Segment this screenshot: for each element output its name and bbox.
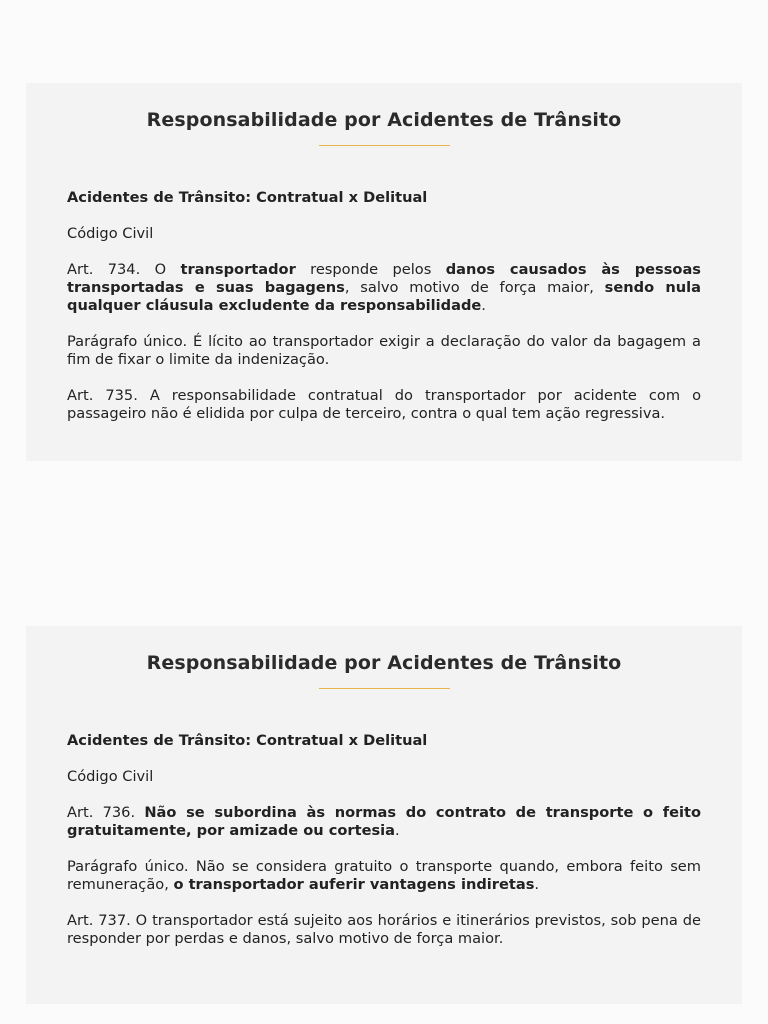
section-subheading: Acidentes de Trânsito: Contratual x Delitual (67, 732, 428, 749)
article-736-paragraph (67, 804, 701, 840)
slide-title: Responsabilidade por Acidentes de Trânsito (146, 652, 622, 674)
slide-2 (26, 626, 742, 1004)
title-divider (319, 145, 450, 146)
bold-run: danos causados às pessoas transportadas e suas bagagens (67, 261, 701, 296)
text-run: Parágrafo único. Não se considera gratuito o transporte quando, embora feito sem remuneração, (67, 858, 701, 893)
source-label: Código Civil (67, 225, 154, 242)
text-run: . (481, 297, 486, 314)
bold-run: Não se subordina às normas do contrato de transporte o feito gratuitamente, por amizade ou cortesia (67, 804, 701, 839)
slide-content (67, 732, 701, 948)
slide-content (67, 189, 701, 423)
article-734-paragraph (67, 261, 701, 315)
section-subheading: Acidentes de Trânsito: Contratual x Delitual (67, 189, 428, 206)
article-736-single-paragraph (67, 858, 701, 894)
source-label: Código Civil (67, 768, 154, 785)
text-run: . (534, 876, 540, 893)
article-734-single-paragraph: Parágrafo único. É lícito ao transportador exigir a declaração do valor da bagagem a fim de fixar o limite da indenização. (67, 333, 701, 368)
text-run: Art. 734. O (67, 261, 181, 278)
bold-run: sendo nula qualquer cláusula excludente da responsabilidade (67, 279, 701, 314)
article-735-paragraph: Art. 735. A responsabilidade contratual do transportador por acidente com o passageiro não é elidida por culpa de terceiro, contra o qual tem ação regressiva. (67, 387, 701, 422)
article-737-paragraph: Art. 737. O transportador está sujeito aos horários e itinerários previstos, sob pena de responder por perdas e danos, salvo motivo de força maior. (67, 912, 701, 947)
text-run: , salvo motivo de força maior, (344, 279, 605, 296)
text-run: responde pelos (295, 261, 446, 278)
bold-run: transportador (180, 261, 296, 278)
title-divider (319, 688, 450, 689)
bold-run: o transportador auferir vantagens indiretas (173, 876, 535, 893)
text-run: Art. 736. (67, 804, 145, 821)
slide-1 (26, 83, 742, 461)
slide-title: Responsabilidade por Acidentes de Trânsito (146, 109, 622, 131)
text-run: . (395, 822, 400, 839)
